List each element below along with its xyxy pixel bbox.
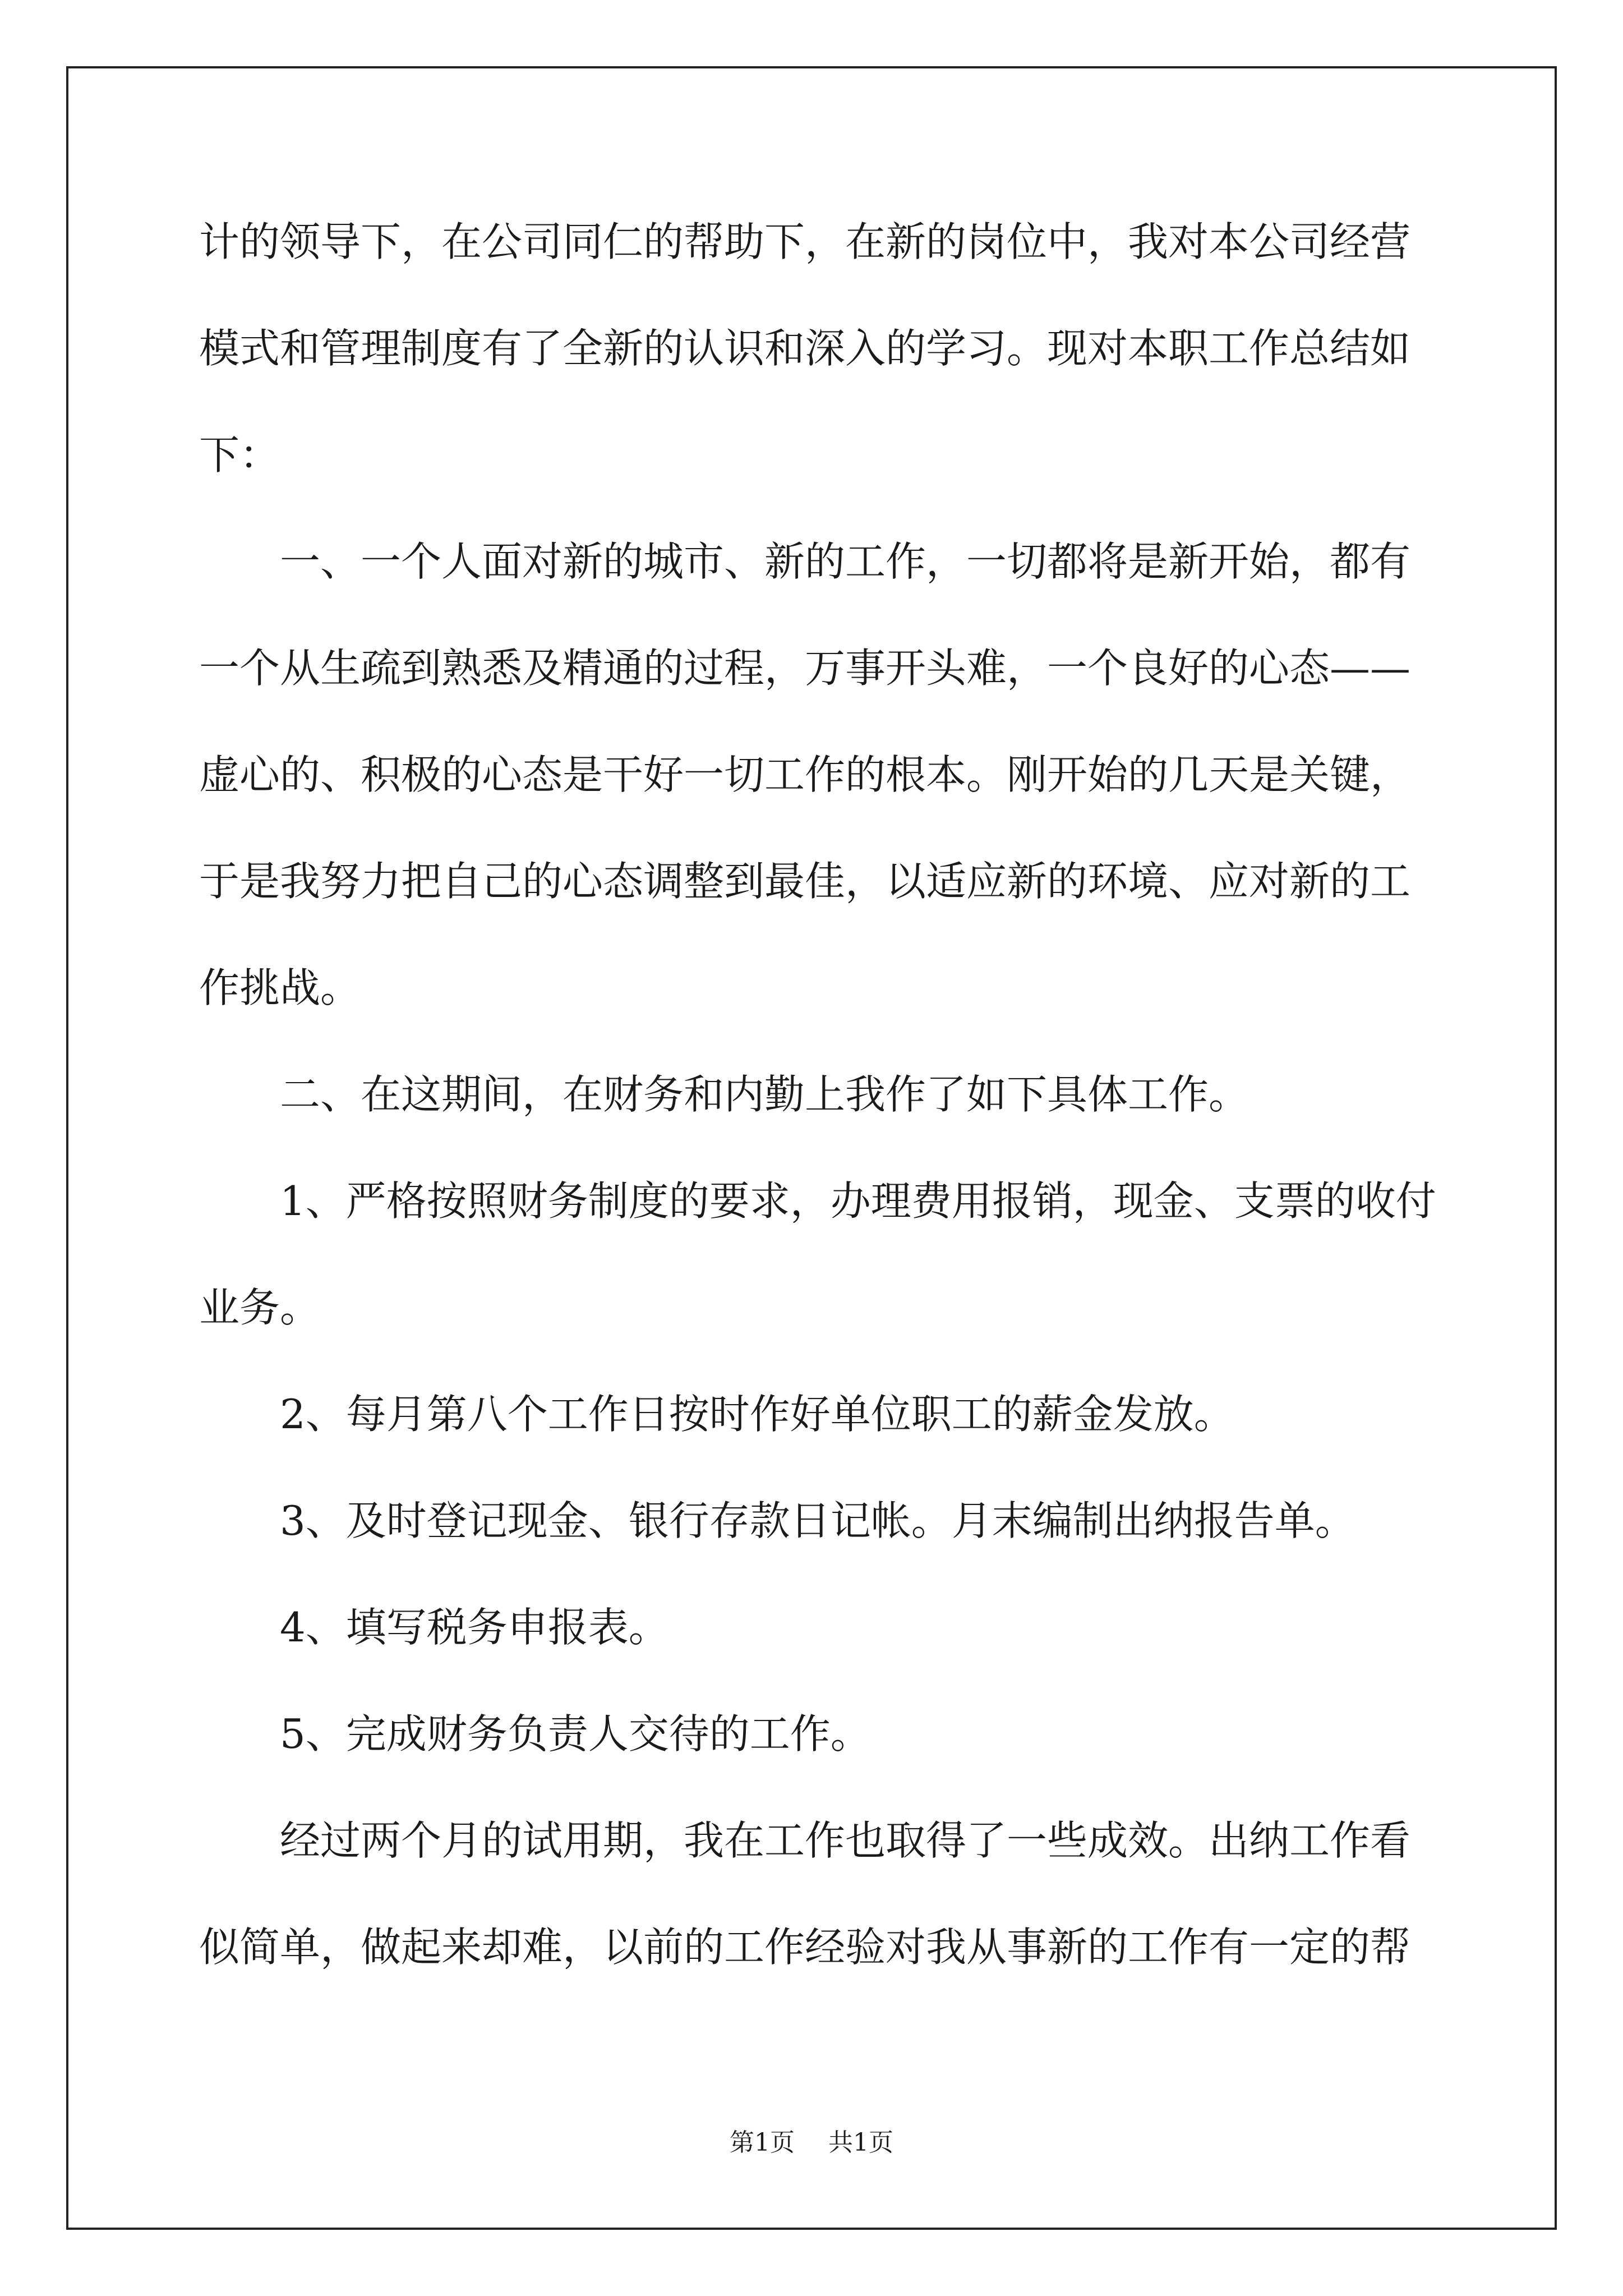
page-total: 共1页 (828, 2128, 893, 2157)
text-line: 似简单，做起来却难，以前的工作经验对我从事新的工作有一定的帮 (199, 1924, 1411, 1971)
text-line: 一、一个人面对新的城市、新的工作，一切都将是新开始，都有 (280, 538, 1411, 585)
text-line: 作挑战。 (199, 964, 361, 1011)
text-line: 2、每月第八个工作日按时作好单位职工的薪金发放。 (280, 1391, 1234, 1438)
text-line: 虚心的、积极的心态是干好一切工作的根本。刚开始的几天是关键， (199, 751, 1411, 798)
text-line: 5、完成财务负责人交待的工作。 (280, 1710, 871, 1757)
text-line: 一个从生疏到熟悉及精通的过程，万事开头难，一个良好的心态—— (199, 645, 1411, 692)
text-line: 3、及时登记现金、银行存款日记帐。月末编制出纳报告单。 (280, 1497, 1355, 1544)
text-line: 4、填写税务申报表。 (280, 1604, 669, 1651)
text-line: 下： (199, 431, 280, 478)
text-line: 于是我努力把自己的心态调整到最佳，以适应新的环境、应对新的工 (199, 858, 1411, 905)
text-line: 1、严格按照财务制度的要求，办理费用报销，现金、支票的收付 (280, 1177, 1436, 1225)
page-footer (0, 2129, 1623, 2157)
page-number: 第1页 (730, 2128, 795, 2157)
text-line: 业务。 (199, 1284, 321, 1331)
text-line: 模式和管理制度有了全新的认识和深入的学习。现对本职工作总结如 (199, 325, 1411, 372)
text-line: 计的领导下，在公司同仁的帮助下，在新的岗位中，我对本公司经营 (199, 218, 1411, 265)
text-line: 经过两个月的试用期，我在工作也取得了一些成效。出纳工作看 (280, 1817, 1411, 1864)
text-line: 二、在这期间，在财务和内勤上我作了如下具体工作。 (280, 1071, 1249, 1118)
page-border (66, 66, 1557, 2230)
